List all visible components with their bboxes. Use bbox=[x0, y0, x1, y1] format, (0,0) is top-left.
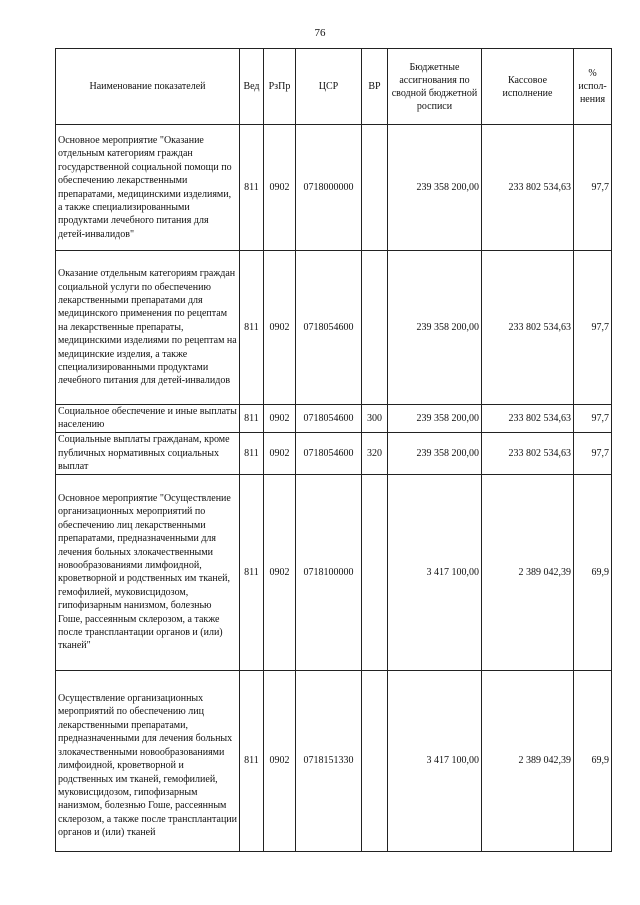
header-rzpr: РзПр bbox=[264, 49, 296, 125]
row-vr: 320 bbox=[362, 432, 388, 474]
row-pct: 97,7 bbox=[574, 125, 612, 251]
row-cash: 2 389 042,39 bbox=[482, 670, 574, 851]
row-cash: 233 802 534,63 bbox=[482, 432, 574, 474]
row-ved: 811 bbox=[240, 251, 264, 405]
row-csr: 0718100000 bbox=[296, 474, 362, 670]
header-budget: Бюджетные ассигнования по сводной бюджетной росписи bbox=[388, 49, 482, 125]
row-cash: 233 802 534,63 bbox=[482, 251, 574, 405]
row-ved: 811 bbox=[240, 125, 264, 251]
table-row bbox=[56, 474, 612, 670]
row-pct: 97,7 bbox=[574, 405, 612, 433]
row-budget: 239 358 200,00 bbox=[388, 251, 482, 405]
row-csr: 0718054600 bbox=[296, 432, 362, 474]
header-ved: Вед bbox=[240, 49, 264, 125]
row-rzpr: 0902 bbox=[264, 125, 296, 251]
row-rzpr: 0902 bbox=[264, 670, 296, 851]
row-name: Социальное обеспечение и иные выплаты населению bbox=[56, 405, 240, 433]
row-ved: 811 bbox=[240, 432, 264, 474]
row-rzpr: 0902 bbox=[264, 405, 296, 433]
row-budget: 3 417 100,00 bbox=[388, 670, 482, 851]
table-row bbox=[56, 251, 612, 405]
row-pct: 97,7 bbox=[574, 251, 612, 405]
row-cash: 233 802 534,63 bbox=[482, 405, 574, 433]
row-csr: 0718000000 bbox=[296, 125, 362, 251]
row-ved: 811 bbox=[240, 474, 264, 670]
row-pct: 97,7 bbox=[574, 432, 612, 474]
row-name: Социальные выплаты гражданам, кроме публичных нормативных социальных выплат bbox=[56, 432, 240, 474]
row-name: Оказание отдельным категориям граждан социальной услуги по обеспечению лекарственными препаратами для медицинского применения по рецептам на лекарственные препараты, медицинскими изделиями по рецептам на медицинские изделия, а также специализированными продуктами лечебного питания для детей-инвалидов bbox=[56, 251, 240, 405]
row-budget: 239 358 200,00 bbox=[388, 432, 482, 474]
table-row bbox=[56, 432, 612, 474]
row-csr: 0718054600 bbox=[296, 405, 362, 433]
header-name: Наименование показателей bbox=[56, 49, 240, 125]
row-rzpr: 0902 bbox=[264, 474, 296, 670]
row-pct: 69,9 bbox=[574, 474, 612, 670]
row-csr: 0718151330 bbox=[296, 670, 362, 851]
row-name: Осуществление организационных мероприятий по обеспечению лиц лекарственными препаратами, предназначенными для лечения больных злокачественными новообразованиями лимфоидной, кроветворной и родственных им тканей, гемофилией, муковисцидозом, гипофизарным нанизмом, болезнью Гоше, рассеянным склерозом, а также после трансплантации органов и (или) тканей bbox=[56, 670, 240, 851]
row-cash: 233 802 534,63 bbox=[482, 125, 574, 251]
table-row bbox=[56, 405, 612, 433]
row-csr: 0718054600 bbox=[296, 251, 362, 405]
row-budget: 239 358 200,00 bbox=[388, 125, 482, 251]
row-name: Основное мероприятие "Осуществление организационных мероприятий по обеспечению лиц лекарственными препаратами, предназначенными для лечения больных злокачественными новообразованиями лимфоидной, кроветворной и родственных им тканей, гемофилией, муковисцидозом, гипофизарным нанизмом, болезнью Гоше, рассеянным склерозом, а также после трансплантации органов и (или) тканей" bbox=[56, 474, 240, 670]
row-vr bbox=[362, 474, 388, 670]
header-row bbox=[56, 49, 612, 125]
table-row bbox=[56, 125, 612, 251]
budget-table bbox=[55, 48, 612, 852]
row-name: Основное мероприятие "Оказание отдельным категориям граждан государственной социальной помощи по обеспечению лекарственными препаратами, медицинскими изделиями, а также специализированными продуктами лечебного питания для детей-инвалидов" bbox=[56, 125, 240, 251]
row-rzpr: 0902 bbox=[264, 432, 296, 474]
row-vr bbox=[362, 251, 388, 405]
row-budget: 3 417 100,00 bbox=[388, 474, 482, 670]
header-pct: % испол-нения bbox=[574, 49, 612, 125]
header-vr: ВР bbox=[362, 49, 388, 125]
header-cash: Кассовое исполнение bbox=[482, 49, 574, 125]
row-ved: 811 bbox=[240, 405, 264, 433]
page-number: 76 bbox=[314, 27, 326, 39]
row-vr bbox=[362, 670, 388, 851]
row-vr bbox=[362, 125, 388, 251]
row-rzpr: 0902 bbox=[264, 251, 296, 405]
row-pct: 69,9 bbox=[574, 670, 612, 851]
row-budget: 239 358 200,00 bbox=[388, 405, 482, 433]
header-csr: ЦСР bbox=[296, 49, 362, 125]
table-row bbox=[56, 670, 612, 851]
row-ved: 811 bbox=[240, 670, 264, 851]
row-vr: 300 bbox=[362, 405, 388, 433]
row-cash: 2 389 042,39 bbox=[482, 474, 574, 670]
